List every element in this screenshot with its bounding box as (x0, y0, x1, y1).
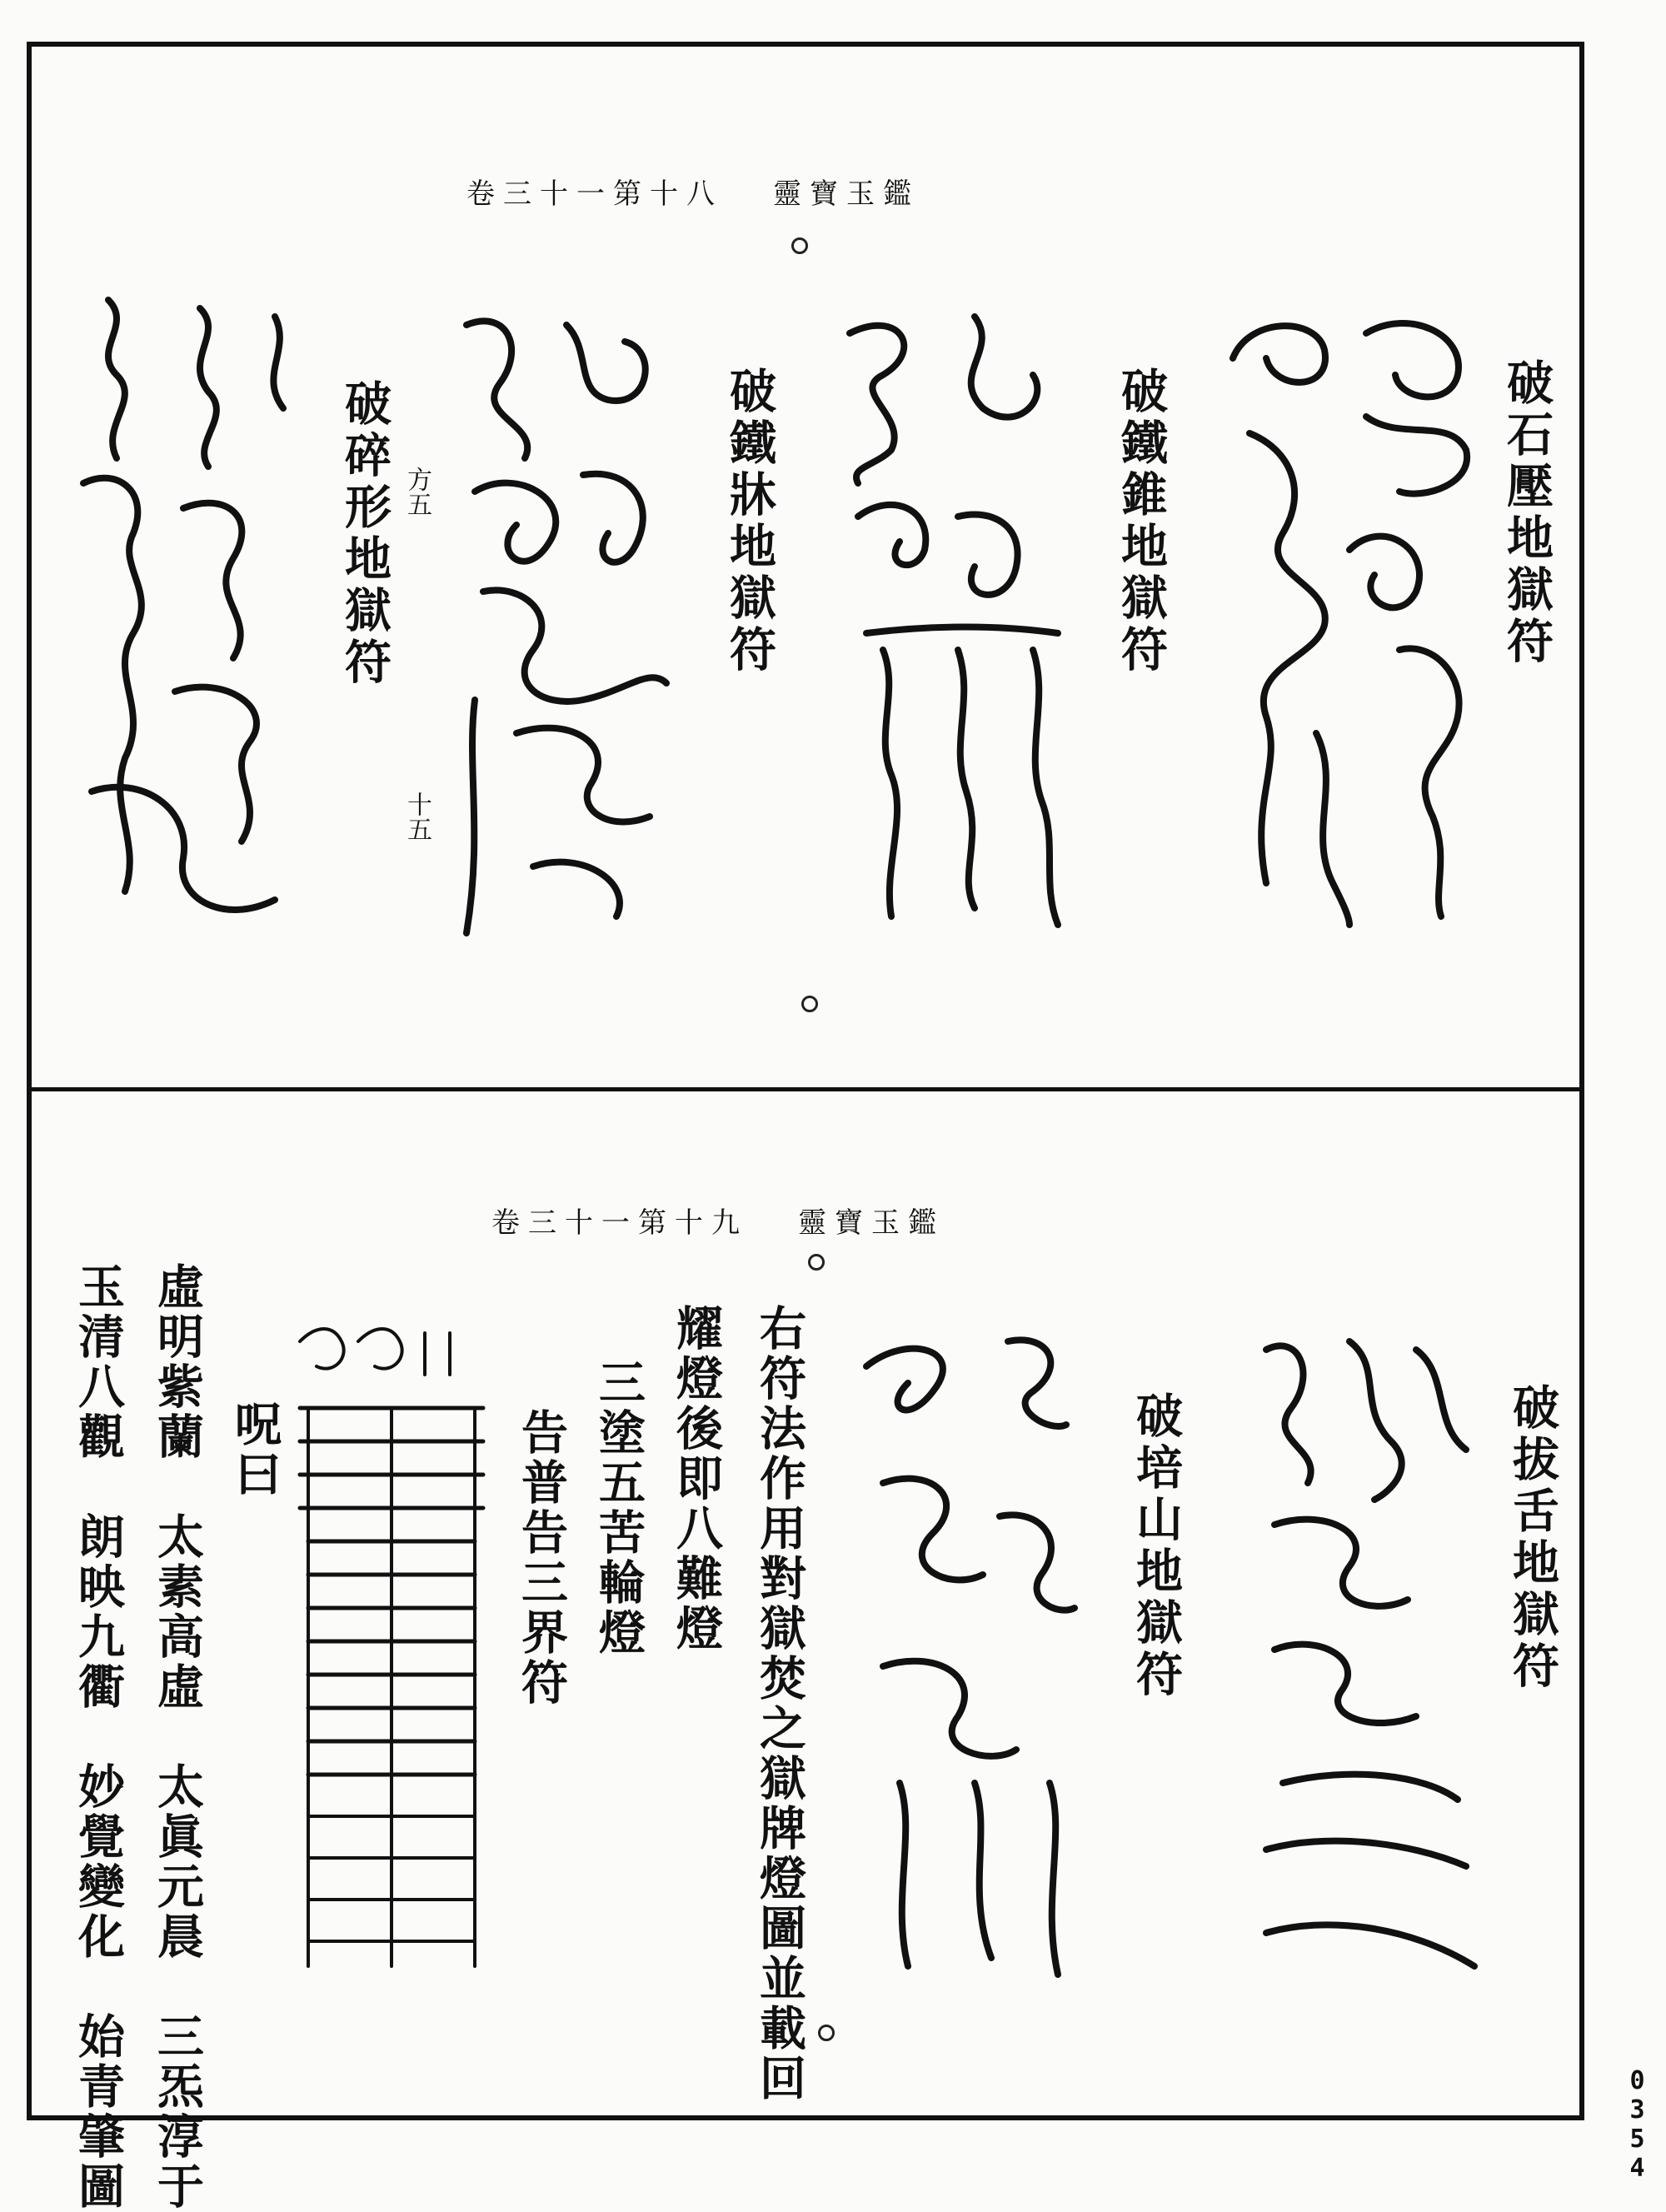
talisman-glyph-1 (1216, 300, 1491, 933)
talisman-note: 方五 (402, 467, 431, 517)
text-column: 三塗五苦輪燈 (591, 1358, 646, 1658)
top-header-title: 靈寶玉鑑 (773, 177, 920, 211)
text-column: 右符法作用對獄焚之獄牌燈圖並載回 (752, 1304, 807, 2104)
binding-hole (791, 237, 808, 254)
page-number: 0354 (1623, 2066, 1652, 2183)
talisman-label: 破石壓地獄符 (1499, 358, 1554, 668)
talisman-glyph-5 (1241, 1316, 1491, 2000)
talisman-label: 破碎形地獄符 (337, 379, 392, 689)
talisman-glyph-2 (833, 300, 1083, 933)
incantation-title: 呪曰 (227, 1400, 282, 1500)
incantation-column: 虛明紫蘭 太素高虛 太眞元晨 三炁淳于 (150, 1262, 205, 2212)
panel-divider (27, 1087, 1584, 1091)
talisman-label: 破鐵牀地獄符 (722, 367, 777, 677)
text-column: 告普告三界符 (514, 1408, 569, 1708)
top-header-chapter: 卷三十一第十八 (466, 177, 723, 211)
bottom-header-title: 靈寶玉鑑 (798, 1206, 945, 1240)
talisman-label: 破培山地獄符 (1129, 1391, 1184, 1701)
incantation-column: 玉清八觀 朗映九衢 妙覺變化 始青肇圖 (71, 1262, 126, 2212)
binding-hole (808, 1254, 825, 1271)
talisman-label: 破鐵錐地獄符 (1114, 367, 1169, 677)
talisman-glyph-3 (450, 300, 700, 950)
seal-script-talisman (283, 1316, 500, 2000)
bottom-header (491, 1200, 945, 1241)
talisman-glyph-6 (850, 1316, 1100, 2000)
bottom-header-chapter: 卷三十一第十九 (491, 1206, 748, 1240)
binding-hole (818, 2025, 835, 2041)
talisman-label: 破拔舌地獄符 (1505, 1383, 1560, 1693)
talisman-note: 十五 (402, 791, 431, 841)
binding-hole (801, 996, 818, 1012)
talisman-glyph-4 (58, 292, 308, 958)
top-header (466, 171, 920, 212)
text-column: 耀燈後即八難燈 (669, 1304, 724, 1654)
